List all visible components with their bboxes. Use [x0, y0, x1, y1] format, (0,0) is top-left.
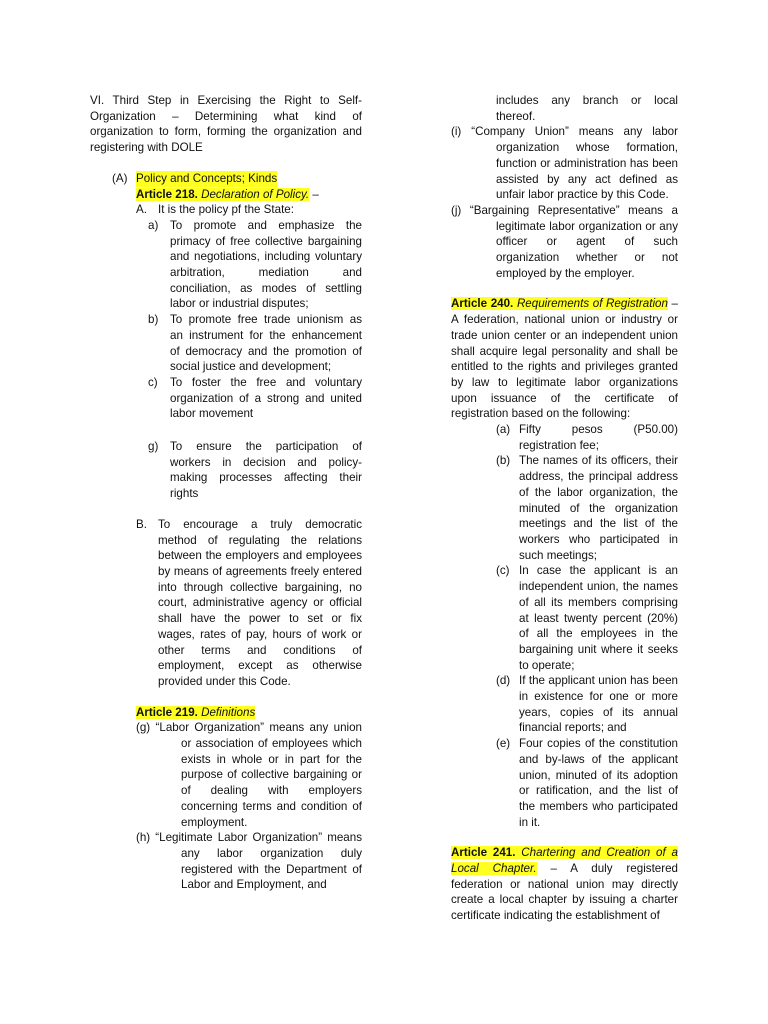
requirement-text: The names of its officers, their address, the principal address of the labor organization, the minuted of the organization meetings and the list of the workers who participated in such meetings;: [519, 454, 678, 562]
article-219-title: Definitions: [201, 705, 256, 719]
article-241-title: Chartering and Creation of a Local Chapter.: [451, 846, 678, 876]
policy-item-label: c): [148, 375, 158, 389]
requirement-text: Fifty pesos (P50.00) registration fee;: [519, 423, 678, 452]
article-218: [90, 187, 362, 894]
article-218-dash: –: [309, 187, 319, 201]
right-column: [451, 93, 678, 924]
policy-item: [148, 439, 362, 502]
policy-b-text: To encourage a truly democratic method of regulating the relations between the employers and employees by means of agreements freely entered into through collective bargaining, no court, administrative agency or official shall have the power to set or fix wages, rates of pay, hours of work or other terms and conditions of employment, except as otherwise provided under this Code.: [158, 517, 362, 688]
policy-item-label: a): [148, 218, 159, 232]
article-240-number: Article 240.: [451, 297, 514, 311]
requirement-item: [496, 563, 678, 673]
article-241-number: Article 241.: [451, 846, 516, 860]
policy-item-text: To promote and emphasize the primacy of free collective bargaining and negotiations, including voluntary arbitration, mediation and conciliation, as modes of settling labor or industrial disputes;: [170, 218, 362, 311]
requirement-text: In case the applicant is an independent union, the names of all its members comprising at least twenty percent (20%) of all the employees in the bargaining unit where it seeks to operate;: [519, 564, 678, 672]
requirement-label: (b): [496, 454, 511, 468]
policy-item-text: To promote free trade unionism as an instrument for the enhancement of democracy and the promotion of social justice and development;: [170, 313, 362, 374]
policy-item-text: To ensure the participation of workers in decision and policy-making processes affecting their rights: [170, 440, 362, 501]
policy-item-text: To foster the free and voluntary organization of a strong and united labor movement: [170, 375, 362, 421]
article-240: [451, 296, 678, 830]
policy-item-label: b): [148, 313, 159, 327]
policy-item: [148, 312, 362, 375]
policy-list: [136, 218, 362, 502]
requirement-label: (e): [496, 737, 511, 751]
policy-item: [148, 218, 362, 312]
article-218-title: Declaration of Policy.: [201, 187, 310, 201]
policy-b-label: B.: [136, 517, 147, 531]
article-219-number: Article 219.: [136, 705, 198, 719]
article-241: [451, 845, 678, 924]
requirement-label: (c): [496, 564, 510, 578]
policy-item-label: g): [148, 440, 159, 454]
definition-h-continued: includes any branch or local thereof.: [496, 94, 678, 123]
part-a-title: Policy and Concepts; Kinds: [136, 171, 278, 185]
definition-i: (i) “Company Union” means any labor organization whose formation, function or administration has been assisted by any act defined as unfair labor practice by this Code.: [451, 125, 678, 202]
article-240-title: Requirements of Registration: [516, 297, 668, 311]
article-240-dash: –: [667, 297, 679, 311]
left-column: [90, 93, 362, 893]
requirement-item: [496, 453, 678, 563]
definition-j: (j) “Bargaining Representative” means a legitimate labor organization or any officer or agent of such organization whether or not employed by the employer.: [451, 203, 678, 280]
policy-a-label: A.: [136, 203, 147, 217]
part-a-heading: [90, 171, 362, 187]
requirement-item: [496, 736, 678, 830]
section-heading: VI. Third Step in Exercising the Right to Self-Organization – Determining what kind of organization to form, forming the organization and registering with DOLE: [90, 94, 362, 155]
policy-item: [148, 375, 362, 422]
requirement-item: [496, 673, 678, 736]
requirement-label: (d): [496, 674, 511, 688]
article-218-number: Article 218.: [136, 187, 198, 201]
policy-b: [136, 517, 362, 690]
requirement-label: (a): [496, 423, 511, 437]
article-240-intro: A federation, national union or industry or trade union center or an independent union shall acquire legal personality and shall be entitled to the rights and privileges granted by law to legitimate labor organizations upon issuance of the certificate of registration based on the following:: [451, 313, 678, 421]
requirement-item: [496, 422, 678, 453]
requirement-text: If the applicant union has been in existence for one or more years, copies of its annual financial reports; and: [519, 674, 678, 735]
requirements-list: [451, 422, 678, 830]
policy-a: [136, 202, 362, 218]
policy-a-text: It is the policy pf the State:: [158, 203, 294, 217]
article-219: [136, 705, 362, 893]
article-241-text: – A duly registered federation or national union may directly create a local chapter by issuing a charter certificate indicating the establishment of: [451, 862, 678, 923]
definition-g: (g) “Labor Organization” means any union or association of employees which exists in whole or in part for the purpose of collective bargaining or of dealing with employers concerning terms and condition of employment.: [136, 721, 362, 829]
part-a-label: (A): [112, 171, 128, 185]
requirement-text: Four copies of the constitution and by-laws of the applicant union, minuted of its adoption or ratification, and the list of the members who participated in it.: [519, 737, 678, 829]
definition-h: (h) “Legitimate Labor Organization” means any labor organization duly registered with the Department of Labor and Employment, and: [136, 831, 362, 892]
